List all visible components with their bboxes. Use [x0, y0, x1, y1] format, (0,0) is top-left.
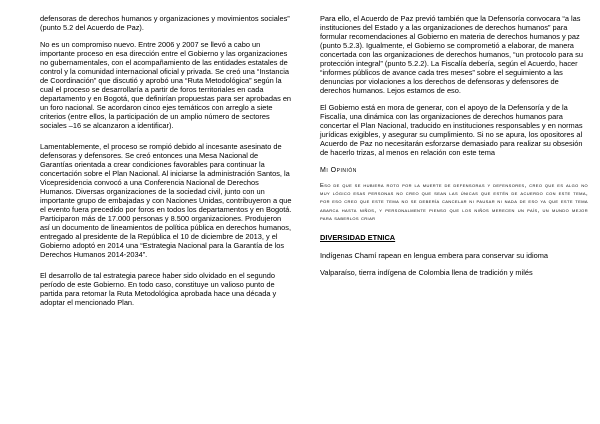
section-paragraph-1: Indígenas Chamí rapean en lengua embera para conservar su idioma — [320, 251, 549, 261]
opinion-heading: Mi Opinión — [320, 167, 357, 174]
left-paragraph-1: defensoras de derechos humanos y organizaciones y movimientos sociales” (punto 5.2 del Acuerdo de Paz). — [40, 14, 290, 32]
left-paragraph-3: Lamentablemente, el proceso se rompió debido al incesante asesinato de defensoras y defensores. Se creó entonces una Mesa Nacional de Garantías orientada a crear condiciones favorables para continuar la concertación sobre el Plan Nacional. Al iniciarse la administración Santos, la Vicepresidencia convocó a una Conferencia Nacional de Derechos Humanos. Diversas organizaciones de la sociedad civil, junto con un importante grupo de embajadas y con Naciones Unidas, contribuyeron a que el evento fuera precedido por foros en todos los departamentos y en Bogotá. Participaron más de 17.000 personas y 8.500 organizaciones. Produjeron así un documento de lineamientos de política pública en derechos humanos, entregado al presidente de la República el 10 de diciembre de 2013, y el Gobierno adoptó en 2014 una “Estrategia Nacional para la Garantía de los Derechos Humanos 2014-2034”. — [40, 142, 292, 259]
right-paragraph-1: Para ello, el Acuerdo de Paz previó también que la Defensoría convocara “a las instituciones del Estado y a las organizaciones de derechos humanos” para formular recomendaciones al Gobierno en materia de derechos humanos y paz (punto 5.2.3). Igualmente, el Gobierno se comprometió a elaborar, de manera concertada con las organizaciones de derechos humanos, “un protocolo para su protección integral” (punto 5.2.2). La Fiscalía debería, según el Acuerdo, hacer “informes públicos de avance cada tres meses” sobre el seguimiento a las denuncias por violaciones a los derechos de defensoras y defensores de derechos humanos. Lejos estamos de eso. — [320, 14, 583, 95]
left-paragraph-4: El desarrollo de tal estrategia parece haber sido olvidado en el segundo período de este Gobierno. En todo caso, constituye un valioso punto de partida para retomar la Ruta Metodológica aprobada hace una década y adoptar el mencionado Plan. — [40, 271, 277, 307]
right-page-column — [300, 0, 600, 424]
opinion-text: Eso de que se hubiera roto por la muerte de defensoras y defensores, creo que es algo no muy lógico esas personas no creo que sean las únicas que estén de acuerdo con este tema, por eso creo que este tema no se debería cancelar ni pausar ni nada de eso ya que este tema abarca hasta niños, y personalmente pienso que los niños merecen un país, un mundo mejor para saberlos criar — [320, 183, 588, 222]
left-paragraph-2: No es un compromiso nuevo. Entre 2006 y 2007 se llevó a cabo un importante proceso en esa dirección entre el Gobierno y las organizaciones no gubernamentales, con el acompañamiento de las entidades estatales de control y la comunidad internacional oficial y privada. Se creó una “Instancia de Coordinación” que discutió y aprobó una “Ruta Metodológica” según la cual el proceso se desarrollaría a partir de foros territoriales en cada departamento y en Bogotá, que definirían propuestas para ser aprobadas en un foro nacional. Se acordaron cinco ejes temáticos con arreglo a siete criterios (entre ellos, la participación de un amplio número de sectores sociales –16 se alcanzaron a identificar). — [40, 40, 292, 130]
section-paragraph-2: Valparaíso, tierra indígena de Colombia llena de tradición y milés — [320, 268, 533, 278]
right-paragraph-2: El Gobierno está en mora de generar, con el apoyo de la Defensoría y de la Fiscalía, una dinámica con las organizaciones de derechos humanos para concertar el Plan Nacional, traducido en instituciones responsables y en normas jurídicas exigibles, y asegurar su cumplimiento. Si no se apura, los opositores al Acuerdo de Paz no necesitarán esforzarse demasiado para realizar su obsesión de hacerlo trizas, al menos en relación con este tema — [320, 103, 583, 157]
section-title-diversidad-etnica: DIVERSIDAD ETNICA — [320, 233, 396, 243]
